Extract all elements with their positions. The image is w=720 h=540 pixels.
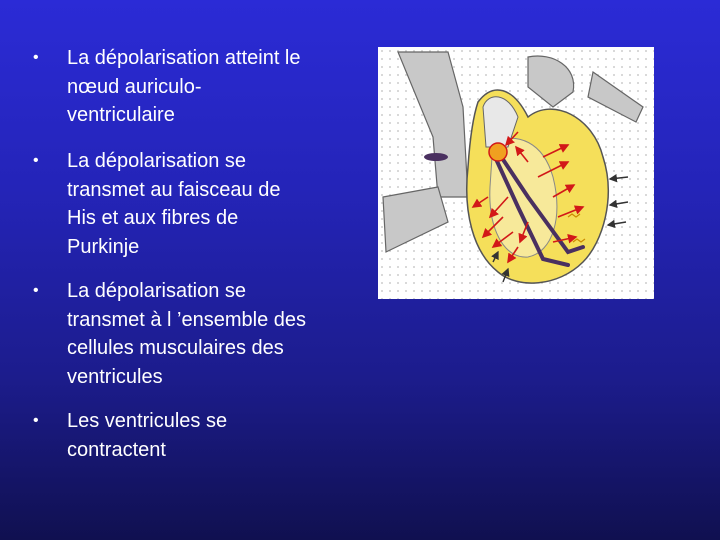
bullet-marker: • [33, 49, 39, 66]
bullet-text: La dépolarisation se transmet au faisceau de His et aux fibres de Purkinje [67, 150, 281, 258]
bullet-marker: • [33, 152, 39, 169]
bullet-text: Les ventricules se contractent [67, 410, 228, 461]
bullet-text: La dépolarisation atteint le nœud auriculo- ventriculaire [67, 47, 301, 126]
bullet-marker: • [33, 282, 39, 299]
heart-diagram [378, 47, 654, 299]
heart-conduction-icon [378, 47, 654, 299]
bullet-marker: • [33, 412, 39, 429]
bullet-text: La dépolarisation se transmet à l ’ensemble des cellules musculaires des ventricules [67, 280, 307, 388]
